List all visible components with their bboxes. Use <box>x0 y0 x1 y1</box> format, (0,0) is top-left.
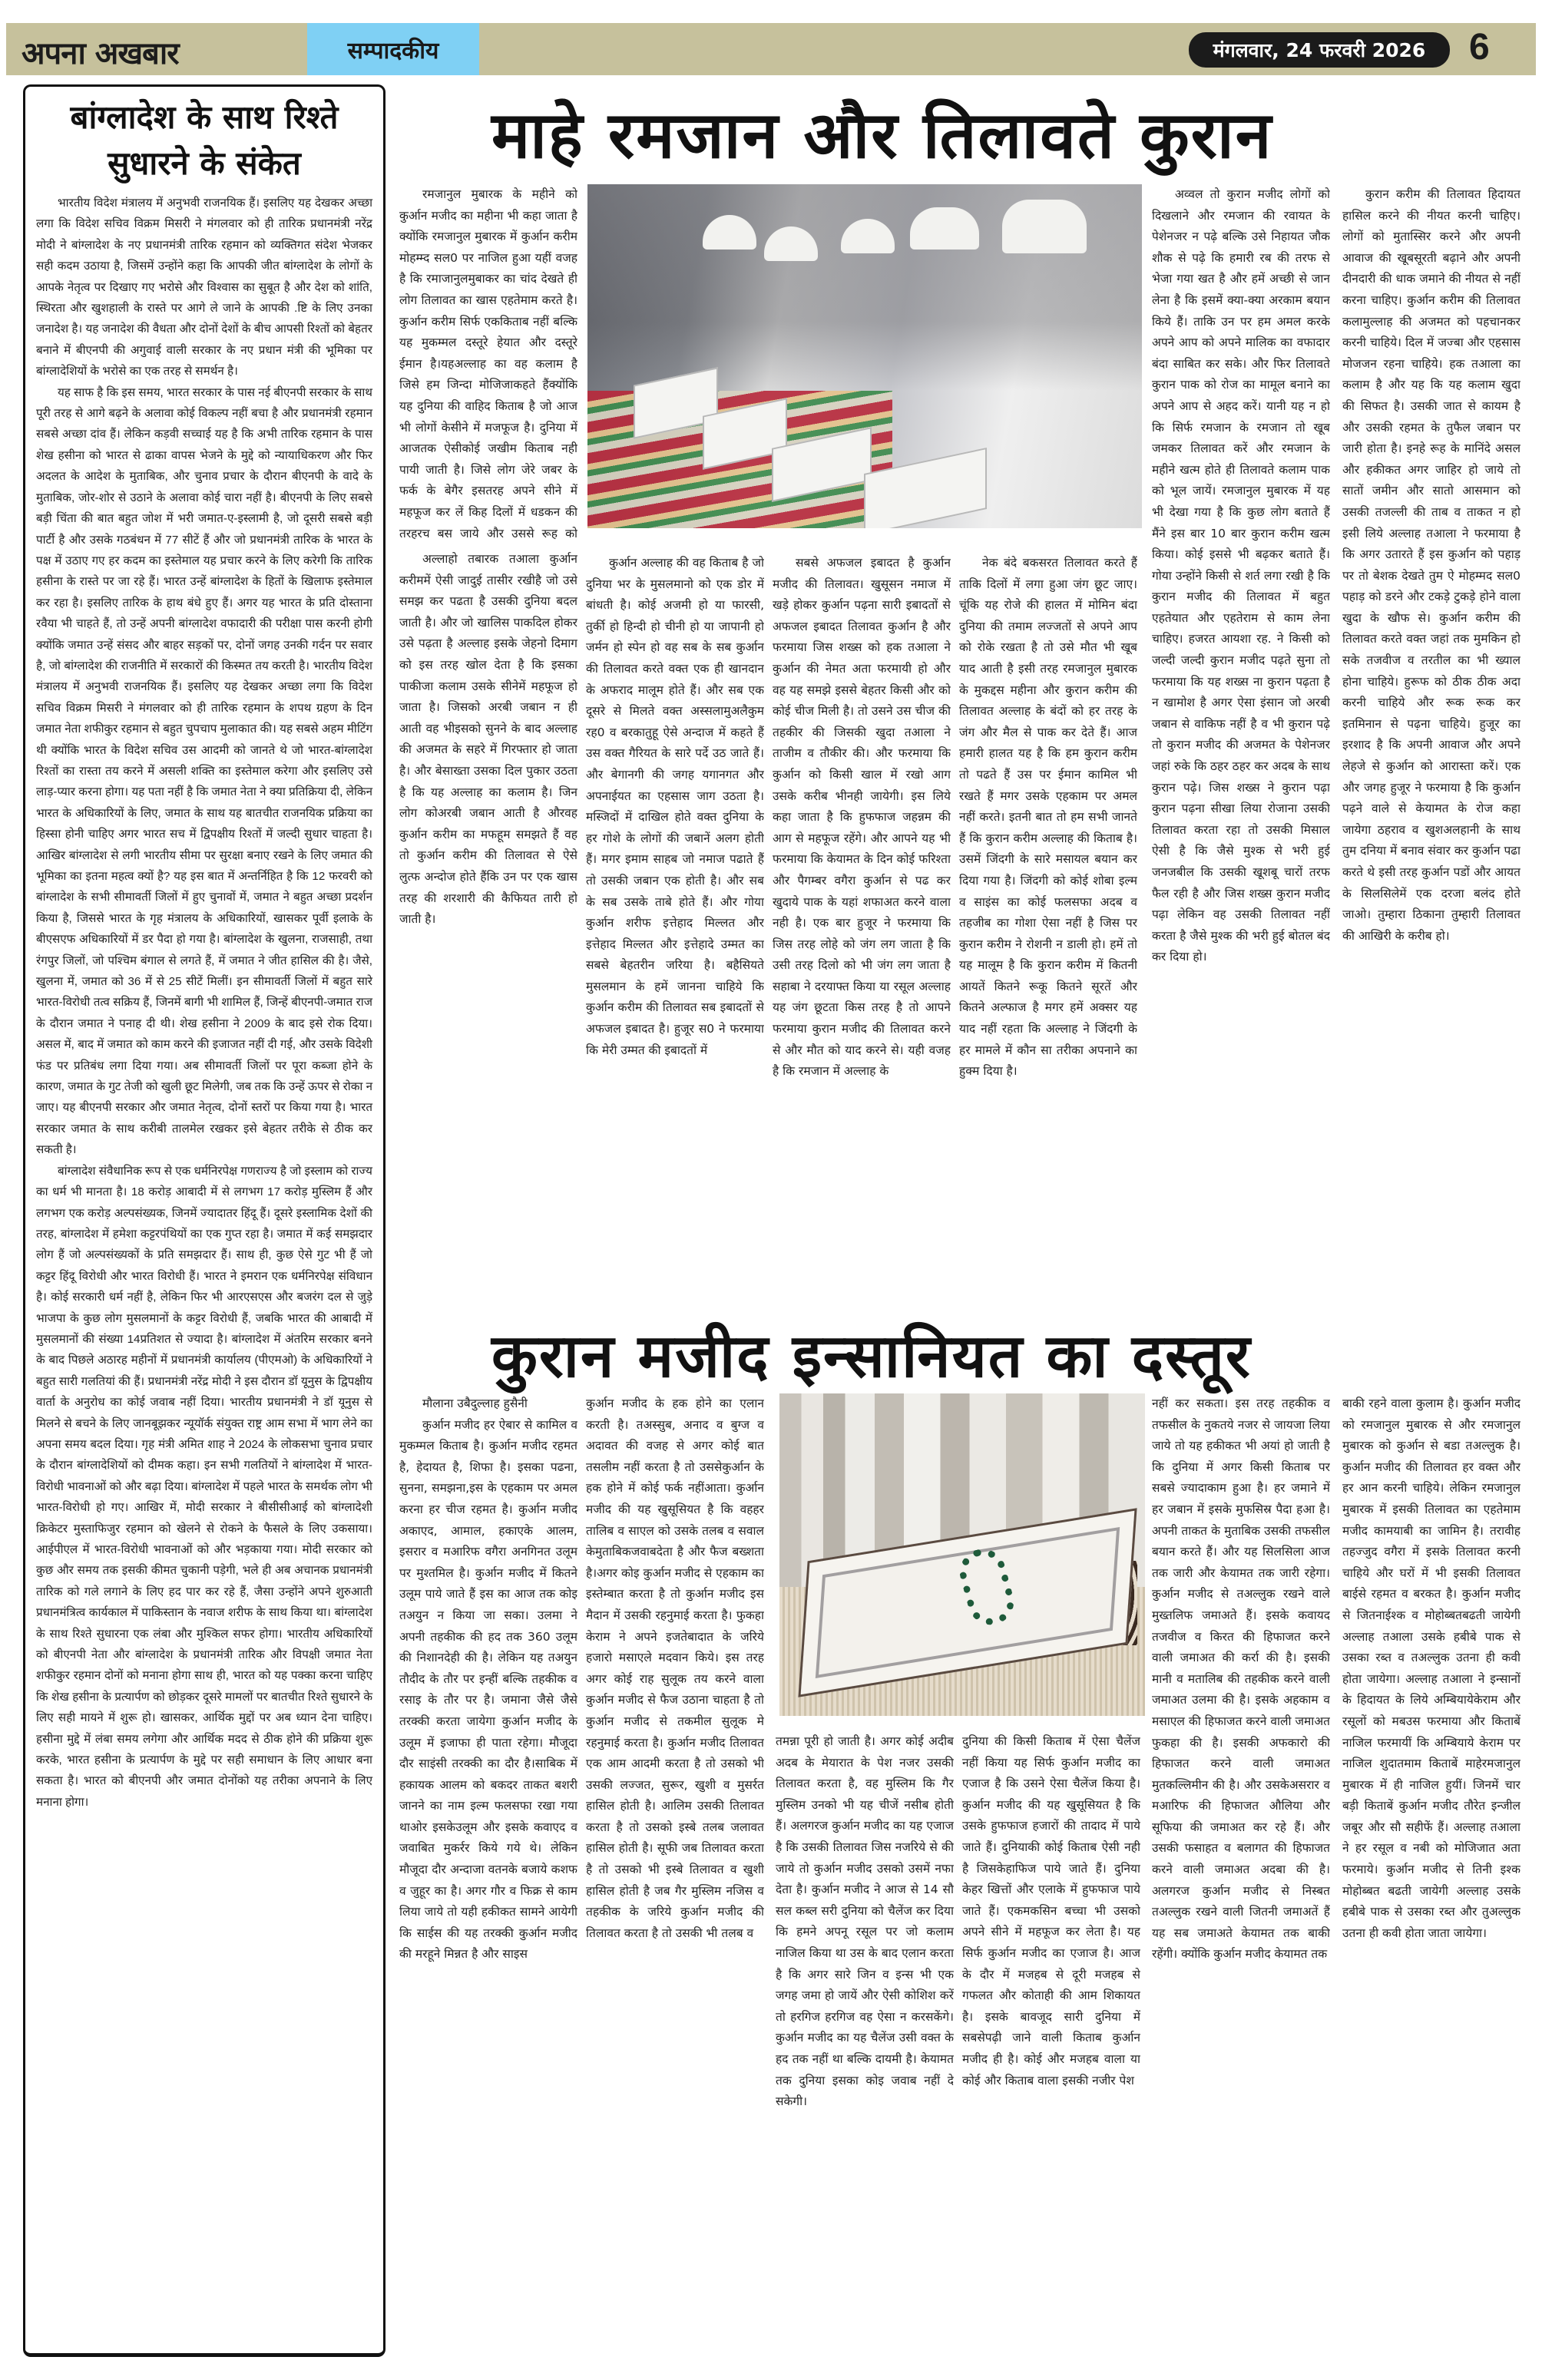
article-2-text: बाकी रहने वाला कुलाम है। कुर्आन मजीद को रमजानुल मुबारक से और रमजानुल मुबारक को कुर्आन से बडा तअल्लुक है। कुर्आन मजीद की तिलावत हर वक्त और हर आन करनी चाहिये। लेकिन रमजानुल मुबारक में इसकी तिलावत का एहतेमाम मजीद कामयाबी का जामिन है। तरावीह तहज्जुद वगैरा में इसके तिलावत करनी चाहिये और घरों में भी इसकी तिलावत बाईसे रहमत व बरकत है। कुर्आन मजीद से जितनाईश्क व मोहोब्बतबढती जायेगी अल्लाह तआला उसके हबीबे पाक से उसका रब्त व तअल्लुक उतना ही कवी होता जायेगा। अल्लाह तआला ने इन्सानों के हिदायत के लिये अम्बियायेकेराम और रसूलों को मबउस फरमाया और किताबें नाजिल फरमायीं कि अम्बियाये केराम पर नाजिल शुदातमाम किताबें माहेरमजानुल मुबारक में ही नाजिल हुयीं। जिनमें चार बड़ी किताबें कुर्आन मजीद तौरेत इन्जील जबूर और सौ सहीफें हैं। अल्लाह तआला ने हर रसूल व नबी को मोजिजात अता फरमाये। कुर्आन मजीद से तिनी इश्क मोहोब्बत बढती जायेगी अल्लाह उसके हबीबे पाक से उसका रब्त और तुअल्लुक उतना ही कवी होता जाता जायेगा। <box>1342 1397 1520 1940</box>
article-1-text: अल्लाहो तबारक तआला कुर्आन करीममें ऐसी जादुई तासीर रखीहै जो उसे समझ कर पढता है उसकी दुनिया बदल जाती है। और जो खालिस पाकदिल होकर उसे पढ़ता है अल्लाह इसके जेहनो दिमाग को इस तरह खोल देता है कि इसका पाकीजा कलाम उसके सीनेमें महफूज हो जाता है। जिसको अरबी जबान न ही आती वह भीइसको सुनने के बाद अल्लाह की अजमत के सहरे में गिरफ्तार हो जाता है। और बेसाख्ता उसका दिल पुकार उठता है कि यह अल्लाह का कलाम है। जिन लोग कोअरबी जबान आती है औरवह कुर्आन करीम का मफहूम समझते हैं वह तो कुर्आन करीम की तिलावत से ऐसे लुत्फ अन्दोज होते हैंकि उन पर एक खास तरह की शरशारी की कैफियत तारी हो जाती है। <box>399 552 577 927</box>
article-2-text: कुर्आन मजीद हर ऐबार से कामिल व मुकम्मल किताब है। कुर्आन मजीद रहमत है, हेदायत है, शिफा है। इसका पढना, सुनना, समझना,इस के एहकाम पर अमल करना हर चीज रहमत है। कुर्आन मजीद अकाएद, आमाल, हकाएके आलम, इसरार व मआरिफ वगैरा अनगिनत उलूम पर मुश्तमिल है। कुर्आन मजीद में कितने उलूम पाये जाते हैं इस का आज तक कोइ तअयुन न किया जा सका। उलमा ने अपनी तहकीक की हद तक 360 उलूम की निशानदेही की है। लेकिन यह तअयुन तौदीद के तौर पर इन्हीं बल्कि तहकीक व रसाइ के तौर पर है। जमाना जैसे जैसे तरक्की करता जायेगा कुर्आन मजीद के उलूम में इजाफा ही पाता रहेगा। मौजूदा दौर साइंसी तरक्की का दौर है।साबिक में हकायक आलम को बकदर ताकत बशरी जानने का नाम इल्म फलसफा रखा गया थाओर इसकेउलूम और इसके कवाएद व जवाबित मुकर्रर किये गये थे। लेकिन मौजूदा दौर अन्दाजा वतनके बजाये कशफ व जुहूर का है। अगर गौर व फिक्र से काम लिया जाये तो यही हकीकत सामने आयेगी कि साईस की यह तरक्की कुर्आन मजीद की मरहूने मिन्नत है और साइस <box>399 1417 577 1962</box>
article-1-text: रमजानुल मुबारक के महीने को कुर्आन मजीद का महीना भी कहा जाता है क्योंकि रमजानुल मुबारक में कुर्आन करीम मोहम्म्द सल0 पर नाजिल हुआ यहीं वजह है कि रमाजानुलमुबाकर का चांद देखते ही लोग तिलावत का खास एहतेमाम करते है। कुर्आन करीम सिर्फ एककिताब नहीं बल्कि यह मुकम्मल दस्तूरे हेयात और दस्तूरे ईमान है।यहअल्लाह का वह कलाम है जिसे हम जिन्दा मोजिजाकहते हैंक्योंकि यह दुनिया की वाहिद किताब है जो आज भी लोगों केसीने में मजफूज है। दुनिया में आजतक ऐसीकोई जखीम किताब नही पायी जाती है। जिसे लोग जेरे जबर के फर्क के बेगैर इसतरह अपने सीने में महफूज कर लें किह दिलों में धडकन की तरहरच बस जाये और उससे रूह को <box>399 187 577 540</box>
article-1-column <box>586 553 764 1294</box>
editorial-paragraph: भारतीय विदेश मंत्रालय में अनुभवी राजनयिक हैं। इसलिए यह देखकर अच्छा लगा कि विदेश सचिव विक्रम मिसरी ने मंगलवार को ही तारिक प्रधानमंत्री नरेंद्र मोदी ने बांग्लादेश के नए प्रधानमंत्री तारिक रहमान को व्यक्तिगत संदेश भेजकर सही कदम उठाया है, जिसमें उन्होंने कहा कि आपकी जीत बांग्लादेश के लोगों के आपके नेतृत्व पर दिखाए गए भरोसे और विश्वास का सुबूत है और देश को शांति, स्थिरता और खुशहाली के रास्ते पर आगे ले जाने के आपकी .ष्टि के लिए उनका जनादेश है। यह जनादेश की वैधता और दोनों देशों के बीच आपसी रिश्तों को बेहतर बनाने में बीएनपी की अगुवाई वाली सरकार के नए प्रधान मंत्री की भूमिका पर बांग्लादेशियों के भरोसे का एक तरह से समर्थन है। <box>36 197 372 378</box>
article-1-headline: माहे रमजान और तिलावते कुरान <box>491 98 1273 173</box>
article-2-text: दुनिया की किसी किताब में ऐसा चैलेंज नहीं किया यह सिर्फ कुर्आन मजीद का एजाज है कि उसने ऐसा चैलेंज किया है। कुर्आन मजीद की यह खुसूसियत है कि उसके हुफफाज हजारों की तादाद में पाये जाते हैं। दुनियाकी कोई किताब ऐसी नही है जिसकेहाफिज पाये जाते हैं। दुनिया केहर खित्तों और एलाके में हुफफाज पाये जाते हैं। एकमकसिन बच्चा भी उसको अपने सीने में महफूज कर लेता है। यह सिर्फ कुर्आन मजीद का एजाज है। आज के दौर में मजहब से दूरी मजहब से गफलत और कोताही की आम शिकायत है। इसके बावजूद सारी दुनिया में सबसेपढ़ी जाने वाली किताब कुर्आन मजीद ही है। कोई और मजहब वाला या कोई और किताब वाला इसकी नजीर पेश <box>962 1734 1140 2087</box>
photo-cap <box>841 219 895 253</box>
article-1-column <box>959 553 1137 1294</box>
article-1-text: सबसे अफजल इबादत है कुर्आन मजीद की तिलावत। खुसूसन नमाज में खड़े होकर कुर्आन पढ़ना सारी इबादतों से अफजल इबादत तिलावत कुर्आन है और फरमाया जिस शख्स को हक तआला ने कुर्आन की नेमत अता फरमायी हो और वह यह समझे इससे बेहतर किसी और को कोई चीज मिली है। तो उसने उस चीज की तहकीर की जिसकी खुदा तआला ने ताजीम व तौकीर की। और फरमाया कि कुर्आन को किसी खाल में रखो आग उसके करीब भीनही जायेगी। इस लिये कहा जाता है कि हुफफाज जहन्नम की आग से महफूज रहेंगे। और आपने यह भी फरमाया कि केयामत के दिन कोई फरिश्ता और पैगम्बर वगैरा कुर्आन से पढ कर खुदाये पाक के यहां शफाअत करने वाला नही है। एक बार हुजूर ने फरमाया कि जिस तरह लोहे को जंग लग जाता है कि उसी तरह दिलो को भी जंग लग जाता है सहाबा ने दरयाफ्त किया या रसूल अल्लाह यह जंग छूटता किस तरह है तो आपने फरमाया कुरान मजीद की तिलावत करने से और मौत को याद करने से। यही वजह है कि रमजान में अल्लाह के <box>773 556 951 1079</box>
article-1-column <box>1152 184 1330 1294</box>
photo-cap <box>910 207 979 250</box>
article-2-column <box>962 1731 1140 2368</box>
article-1-column <box>399 549 577 1294</box>
editorial-paragraph: यह साफ है कि इस समय, भारत सरकार के पास नई बीएनपी सरकार के साथ पूरी तरह से आगे बढ़ने के अलावा कोई विकल्प नहीं बचा है और प्रधानमंत्री रहमान सबसे अच्छा दांव हैं। लेकिन कड़वी सच्चाई यह है कि अभी तारिक रहमान के पास शेख हसीना को भारत से ढाका वापस भेजने के मुद्दे को न्यायाधिकरण और फिर अदलत के आदेश के मुताबिक, और चुनाव प्रचार के दौरान बीएनपी के वादे के मुताबिक, जोर-शोर से उठाने के अलावा कोई चारा नहीं है। बीएनपी के लिए सबसे बड़ी चिंता की बात बहुत जोश में भरी जमात-ए-इस्लामी है, जो दूसरी सबसे बड़ी पार्टी है और उसके गठबंधन में 77 सीटें हैं और जो प्रधानमंत्री तारिक के भारत के पक्ष में उठाए गए हर कदम का इस्तेमाल यह प्रचार करने के लिए करेगी कि तारिक हसीना के रास्ते पर जा रहे हैं। भारत उन्हें बांग्लादेश के हितों के खिलाफ इस्तेमाल कर रहा है। इसलिए तारिक के हाथ बंधे हुए हैं। अगर यह भारत के प्रति दोस्ताना रवैया भी चाहते हैं, तो उन्हें अपनी बांग्लादेश वफादारी की परीक्षा पास करनी होगी क्योंकि जमात उन्हें संसद और बाहर सड़कों पर, दोनों जगह उनकी गर्दन पर सवार है, जो बांग्लादेश की राजनीति में सरकारों की किस्मत तय करती है। भारतीय विदेश मंत्रालय में अनुभवी राजनयिक हैं। इसलिए यह देखकर अच्छा लगा कि विदेश सचिव विक्रम मिसरी ने मंगलवार को ही तारिक रहमान के शपथ ग्रहण के दिन जमात नेता शफीकुर रहमान से बहुत चुपचाप मुलाकात की। यह सबसे अहम मीटिंग थी क्योंकि भारत के विदेश सचिव उस आदमी को जानते थे जो भारत-बांग्लादेश रिश्तों का रास्ता तय करने में असली शक्ति का इस्तेमाल करेगा और इसलिए उसे लाड़-प्यार करना होगा। यह पता नहीं है कि जमात नेता ने क्या प्रतिक्रिया दी, लेकिन भारत के अधिकारियों के लिए, जमात के साथ यह बातचीत राजनयिक प्रक्रिया का हिस्सा होनी चाहिए अगर भारत सच में द्विपक्षीय रिश्तों में जल्दी सुधार चाहता है। आखिर बांग्लादेश से लगी भारतीय सीमा पर सुरक्षा बनाए रखने के लिए जमात की भूमिका का इतना महत्व क्यों है? यह इस बात में अन्तर्निहित है कि 12 फरवरी को बांग्लादेश के सभी सीमावर्ती जिलों में हुए चुनावों में, जमात ने बहुत अच्छा प्रदर्शन किया है, जिससे भारत के गृह मंत्रालय के अधिकारियों, खासकर पूर्वी इलाके के बीएसएफ अधिकारियों में डर पैदा हो गया है। बांग्लादेश के खुलना, राजसाही, तथा रंगपुर जिलों, जो पश्चिम बंगाल से लगते हैं, में जमात ने जीत हासिल की है। जैसे, खुलना में, जमात को 36 में से 25 सीटें मिलीं। इन सीमावर्ती जिलों में बहुत सारे भारत-विरोधी तत्व सक्रिय हैं, जिनमें बागी भी शामिल हैं, जिन्हें बीएनपी-जमात राज के दौरान जमात ने पनाह दी थी। शेख हसीना ने 2009 के बाद इसे रोक दिया। असल में, बाद में जमात को काम करने की इजाजत नहीं दी गई, और उसके विदेशी फंड पर प्रतिबंध लगा दिया गया। अब सीमावर्ती जिलों पर पूरा कब्जा होने के कारण, जमात के गुट तेजी को खुली छूट मिलेगी, जब तक कि उन्हें ऊपर से रोका न जाए। यह बीएनपी सरकार और जमात नेतृत्व, दोनों स्तरों पर किया गया है। भारत सरकार जमात के साथ करीबी तालमेल रखकर इसे बेहतर तरीके से ठीक कर सकती है। <box>36 385 372 1157</box>
article-2-text: कुर्आन मजीद के हक होने का एलान करती है। तअस्सुब, अनाद व बुग्ज व अदावत की वजह से अगर कोई बात तसलीम नहीं करता है तो उससेकुर्आन के हक होने में कोई फर्क नहींआता। कुर्आन मजीद की यह खुसूसियत है कि वहहर तालिब व साएल को उसके तलब व सवाल केमुताबिकजवाबदेता है और फैज बख्शता है।अगर कोइ कुर्आन मजीद से एहकाम का इस्तेम्बात करता है तो कुर्आन मजीद इस मैदान में उसकी रहनुमाई करता है। फुकहा केराम ने अपने इजतेबादात के जरिये हजारो मसाएले मदवान किये। इस तरह अगर कोई राह सुलूक तय करने वाला कुर्आन मजीद से फैज उठाना चाहता है तो कुर्आन मजीद से तकमील सुलूक मे रहनुमाई करता है। कुर्आन मजीद तिलावत एक आम आदमी करता है तो उसको भी उसकी लज्जत, सुरूर, खुशी व मुसर्रत हासिल होती है। आलिम उसकी तिलावत करता है तो उसको इस्बे तलब जलावत हासिल होती है। सूफी जब तिलावत करता है तो उसको भी इस्बे तिलावत व खुशी हासिल होती है जब गैर मुस्लिम नजिस व तहकीक के जरिये कुर्आन मजीद की तिलावत करता है तो उसकी भी तलब व <box>586 1397 764 1940</box>
photo-cap <box>703 215 756 250</box>
article-2-column <box>1152 1393 1330 2368</box>
article-2-column <box>776 1731 954 2368</box>
photo-cap <box>1002 200 1087 253</box>
article-1-column <box>399 184 577 545</box>
article-1-column <box>773 553 951 1294</box>
masthead-bar <box>6 23 1536 75</box>
article-2-text: तमन्ना पूरी हो जाती है। अगर कोई अदीब अदब के मेयारात के पेश नजर उसकी तिलावत करता है, वह मुस्लिम कि गैर मुस्लिम उनको भी यह चीजें नसीब होती हैं। अलगरज कुर्आन मजीद का यह एजाज है कि उसकी तिलावत जिस नजरिये से की जाये तो कुर्आन मजीद उसको उसमें नफा देता है। कुर्आन मजीद ने आज से 14 सौ सल कब्ल सरी दुनिया को चैलेंज कर दिया कि हमने अपनू रसूल पर जो कलाम नाजिल किया था उस के बाद एलान करता है कि अगर सारे जिन व इन्स भी एक जगह जमा हो जायें और ऐसी कोशिश करें तो हरगिज हरगिज वह ऐसा न करसकेंगे। कुर्आन मजीद का यह चैलेंज उसी वक्त के हद तक नहीं था बल्कि दायमी है। केयामत तक दुनिया इसका कोइ जवाब नहीं दे सकेगी। <box>776 1734 954 2109</box>
article-1-text: अव्वल तो कुरान मजीद लोगों को दिखलाने और रमजान की रवायत के पेशेनजर न पढ़े बल्कि उसे निहायत जौक शौक से पढ़े कि हमारी रब की तरफ से भेजा गया खत है और हमें अच्छी से जान लेना है कि इसमें क्या-क्या अरकाम बयान किये हैं। ताकि उन पर हम अमल करके अपने आप को अपने मालिक का वफादार बंदा साबित कर सके। और फिर तिलावते कुरान पाक को रोज का मामूल बनाने का अपने आप से अहद करें। यानी यह न हो कि सिर्फ रमजान के रमजान तो खूब जमकर तिलावत करें और रमजान के महीने खत्म होते ही तिलावते कलाम पाक को भूल जायें। रमजानुल मुबारक में यह भी देखा गया है कि कुछ लोग बताते हैं मैंने इस बार 10 बार कुरान करीम खत्म किया। कोई इससे भी बढ़कर बताते हैं। गोया उन्होंने किसी से शर्त लगा रखी है कि कुरान मजीद की तिलावत में बहुत एहतेयात और एहतेराम से काम लेना चाहिए। हजरत आयशा रह. ने किसी को जल्दी जल्दी कुरान मजीद पढ़ते सुना तो फरमाया कि यह शख्स ना कुरान पढ़ता है न खामोश है अगर ऐसा इंसान जो अरबी जबान से वाकिफ नहीं है व भी कुरान पढ़े तो कुरान मजीद की अजमत के पेशेनजर जहां रुके कि ठहर ठहर कर अदब के साथ कुरान पढ़े। जिस शख्स ने कुरान पढ़ा कुरान पढ़ना सीखा लिया रोजाना उसकी तिलावत करता रहा तो उसकी मिसाल ऐसी है कि जैसे मुश्क से भरी हुई जनजबील कि उसकी खूशबू चारों तरफ फैल रही है और जिस शख्स कुरान मजीद पढ़ा लेकिन वह उसकी तिलावत नहीं करता है जैसे मुश्क की भरी हुई बोतल बंद कर दिया हो। <box>1152 187 1330 964</box>
photo-cap <box>764 226 818 261</box>
section-label: सम्पादकीय <box>307 23 479 75</box>
article-2-photo <box>779 1393 1145 1716</box>
article-2-column <box>586 1393 764 2368</box>
article-1-text: नेक बंदे बकसरत तिलावत करते हैं ताकि दिलों में लगा हुआ जंग छूट जाए।चूंकि यह रोजे की हालत में मोमिन बंदा दुनिया की तमाम लज्जतों से अपने आप को रोके रखता है तो उसे मौत भी खूब याद आती है इसी तरह रमजानुल मुबारक के मुकद्दस महीना और कुरान करीम की तिलावत अल्लाह के बंदों को हर तरह के जंग और मैल से पाक कर देते हैं। आज हमारी हालत यह है कि हम कुरान करीम तो पढते हैं उस पर ईमान कामिल भी रखते हैं मगर उसके एहकाम पर अमल नहीं करते। इतनी बात तो हम सभी जानते हैं कि कुरान करीम अल्लाह की किताब है। उसमें जिंदगी के सारे मसायल बयान कर दिया गया है। जिंदगी को कोई शोबा इल्म व साइंस का कोई फलसफा अदब व तहजीब का गोशा ऐसा नहीं है जिस पर कुरान करीम ने रोशनी न डाली हो। हमें तो यह मालूम है कि कुरान करीम में कितनी आयतें कितने रूकू कितने सूरतें और कितने अल्फाज है मगर हमें अक्सर यह याद नहीं रहता कि अल्लाह ने जिंदगी के हर मामले में कौन सा तरीका अपनाने का हुक्म दिया है। <box>959 556 1137 1079</box>
newspaper-name: अपना अखबार <box>22 36 179 71</box>
photo-caption-hidden <box>587 184 588 185</box>
photo-caption-hidden <box>779 1393 780 1394</box>
editorial-body <box>36 193 372 1813</box>
article-1-photo <box>587 184 1142 528</box>
editorial-box <box>23 84 386 2357</box>
article-2-text: नहीं कर सकता। इस तरह तहकीक व तफसील के नुकतये नजर से जायजा लिया जाये तो यह हकीकत भी अयां हो जाती है कि दुनिया में अगर किसी किताब पर सबसे ज्यादाकाम हुआ है। हर जमाने में हर जबान में इसके मुफसिस्र पैदा हआ है। अपनी ताकत के मुताबिक उसकी तफसील बयान करते हैं। और यह सिलसिला आज तक जारी और केयामत तक जारी रहेगा। कुर्आन मजीद से तअल्लुक रखने वाले मुख्तलिफ जमाअते हैं। इसके कवायद तजवीज व किरत की हिफाजत करने वाली जमाअत की कर्रा की है। इसकी मानी व मतालिब की तहकीक करने वाली जमाअत उलमा की है। इसके अहकाम व मसाएल की हिफाजत करने वाली जमाअत फुकहा की है। इसकी अफकारो की हिफाजत करने वाली जमाअत मुतकल्लिमीन की है। और उसकेअसरार व मआरिफ की हिफाजत औलिया और सूफिया की जमाअत कर रहे हैं। और उसकी फसाहत व बलागत की हिफाजत करने वाली जमाअत अदबा की है।अलगरज कुर्आन मजीद से निस्बत तअल्लुक रखने वाली जितनी जमाअतें हैं यह सब जमाअते केयामत तक बाकी रहेंगी। क्योंकि कुर्आन मजीद केयामत तक <box>1152 1397 1330 1962</box>
article-2-headline: कुरान मजीद इन्सानियत का दस्तूर <box>491 1322 1252 1391</box>
article-1-text: कुर्आन अल्लाह की वह किताब है जो दुनिया भर के मुसलमानो को एक डोर में बांधती है। कोई अजमी हो या फारसी, तुर्की हो हिन्दी हो चीनी हो या जापानी हो जर्मन हो स्पेन हो वह सब के सब कुर्आन की तिलावत करते वक्त एक ही खानदान के अफराद मालूम होते हैं। और सब एक दूसरे से मिलते वक्त अस्सलामुअलैकुम रह0 व बरकातुहू ऐसे अन्दाज में कहते हैं उस वक्त गैरियत के सारे पर्दे उठ जाते हैं। और बेगानगी की जगह यगानगत और अपनाईयत का एहसास जाग उठता है। मस्जिदों में दाखिल होते वक्त दुनिया के हर गोशे के लोगों की जबानें अलग होती हैं। मगर इमाम साहब जो नमाज पढाते हैं तो उसकी जबान एक होती है। और सब के सब उसके ताबे होते हैं। और गोया कुर्आन शरीफ इत्तेहाद मिल्लत और इत्तेहाद मिल्लत और इत्तेहादे उम्मत का सबसे बेहतरीन जरिया है। बहैसियते मुसलमान के हमें जानना चाहिये कि कुर्आन करीम की तिलावत सब इबादतों से अफजल इबादत है। हुजूर स0 ने फरमाया कि मेरी उम्मत की इबादतों में <box>586 556 764 1057</box>
article-2-column <box>399 1393 577 2368</box>
page-number: 6 <box>1469 27 1490 68</box>
article-2-byline: मौलाना उबैदुल्लाह हुसैनी <box>422 1397 528 1410</box>
date-badge: मंगलवार, 24 फरवरी 2026 <box>1189 32 1450 68</box>
editorial-title: बांग्लादेश के साथ रिश्ते सुधारने के संकेत <box>70 98 339 182</box>
article-1-text: कुरान करीम की तिलावत हिदायत हासिल करने की नीयत करनी चाहिए। लोगों को मुतास्सिर करने और अपनी आवाज की खूबसूरती बढ़ाने और अपनी दीनदारी की धाक जमाने की नीयत से नहीं करना चाहिए। कुर्आन करीम की तिलावत कलामुल्लाह की अजमत को पहचानकर करनी चाहिये। दिल में जज्बा और एहसास मोजजन रहना चाहिये। हक तआला का कलाम है और यह कि यह कलाम खुदा की सिफत है। उसकी जात से कायम है और उसकी रहमत के तुफैल जबान पर जारी होता है। इनहे रूह के मानिंदे असल और हकीकत अगर जाहिर हो जाये तो सातों जमीन और सातो आसमान को उसकी तजल्ली की ताब व ताकत न हो इसी लिये अल्लाह तआला ने फरमाया है कि अगर उतारते हैं इस कुर्आन को पहाड़ पर तो बेशक देखते तुम ऐ मोहम्मद सल0 पहाड़ को डरने और टकड़े टुकड़े होने वाला खुदा के खौफ से। कुर्आन करीम की तिलावत करते वक्त जहां तक मुमकिन हो सके तजवीज व तरतील का भी ख्याल होना चाहिये। हुरूफ को ठीक ठीक अदा करनी चाहिये और रूक रूक कर इतमिनान से पढ़ना चाहिये। हुजूर का इरशाद है कि अपनी आवाज और अपने लेहजे से कुर्आन को आरास्ता करें। एक और जगह हुजूर ने फरमाया है कि कुर्आन पढ़ने वाले से केयामत के रोज कहा जायेगा ठहराव व खुशअलहानी के साथ तुम दनिया में बनाव संवार कर कुर्आन पढा करते थे इसी तरह कुर्आन पडों और आयत के सिलसिलेमें एक दरजा बलंद होते जाओ। तुम्हारा ठिकाना तुम्हारी तिलावत की आखिरी के करीब हो। <box>1342 187 1520 943</box>
article-1-column <box>1342 184 1520 1294</box>
editorial-paragraph: बांग्लादेश संवैधानिक रूप से एक धर्मनिरपेक्ष गणराज्य है जो इस्लाम को राज्य का धर्म भी मानता है। 18 करोड़ आबादी में से लगभग 17 करोड़ मुस्लिम हैं और लगभग एक करोड़ अल्पसंख्यक, जिनमें ज्यादातर हिंदू हैं। दूसरे इस्लामिक देशों की तरह, बांग्लादेश में हमेशा कट्टरपंथियों का एक गुप्त रहा है। जमात में कई समझदार लोग हैं जो अल्पसंख्यकों के प्रति समझदार हैं। साथ ही, कुछ ऐसे गुट भी हैं जो कट्टर हिंदू विरोधी और भारत विरोधी हैं। भारत ने इमरान एक धर्मनिरपेक्ष संविधान है। कोई सरकारी धर्म नहीं है, लेकिन फिर भी आरएसएस और बजरंग दल से जुड़े भाजपा के कुछ लोग मुसलमानों के कट्टर विरोधी हैं, जबकि भारत की आबादी में मुसलमानों की संख्या 14प्रतिशत से ज्यादा है। बांग्लादेश में अंतरिम सरकार बनने के बाद पिछले अठारह महीनों में प्रधानमंत्री कार्यालय (पीएमओ) के अधिकारियों ने बहुत सारी गलतियां की हैं। प्रधानमंत्री नरेंद्र मोदी ने इस दौरान डॉ यूनुस के द्विपक्षीय वार्ता के अनुरोध का कोई जवाब नहीं दिया। भारतीय प्रधानमंत्री ने डॉ यूनुस से मिलने से बचने के लिए जानबूझकर न्यूयॉर्क संयुक्त राष्ट्र आम सभा में भाग लेने का अपना समय बदल दिया। गृह मंत्री अमित शाह ने 2024 के लोकसभा चुनाव प्रचार के दौरान बांग्लादेशियों को दीमक कहा। इन सभी गलतियों ने बांग्लादेश में भारत-विरोधी भावनाओं को और बढ़ा दिया। बांग्लादेश में पहले भारत के समर्थक लोग भी भारत-विरोधी हो गए। आखिर में, मोदी सरकार ने बीसीसीआई को बांग्लादेशी क्रिकेटर मुस्ताफिजुर रहमान को खेलने से रोकने के फैसले के लिए उकसाया। आईपीएल में भारत-विरोधी भावनाओं को और भड़काया गया। मोदी सरकार को कुछ और समय तक इसकी कीमत चुकानी पड़ेगी, भले ही अब अचानक प्रधानमंत्री तारिक को गले लगाने के लिए हद पार कर रहे हैं, जैसा उन्होंने अपने शुरुआती प्रधानमंत्रित्व कार्यकाल में पाकिस्तान के नवाज शरीफ के साथ किया था। बांग्लादेश के साथ रिश्ते सुधारना एक लंबा और मुश्किल सफर होगा। भारतीय अधिकारियों को बीएनपी नेता और बांग्लादेश के प्रधानमंत्री तारिक और विपक्षी जमात नेता शफीकुर रहमान दोनों को मनाना होगा साथ ही, भारत को यह पक्का करना चाहिए कि शेख हसीना के प्रत्यार्पण को छोड़कर दूसरे मामलों पर बातचीत रिश्ते सुधारने के लिए सही मायने में शुरू हो। खासकर, आर्थिक मुद्दों पर अब ध्यान देना चाहिए। हसीना मुद्दे में लंबा समय लगेगा और आर्थिक मदद से ठीक होने की प्रक्रिया शुरू करके, भारत हसीना के प्रत्यार्पण के मुद्दे पर सही समाधान के लिए आधार बना सकता है। भारत को बीएनपी और जमात दोनोंको यह तरीका अपनाने के लिए मनाना होगा। <box>36 1164 372 1809</box>
article-2-column <box>1342 1393 1520 2368</box>
